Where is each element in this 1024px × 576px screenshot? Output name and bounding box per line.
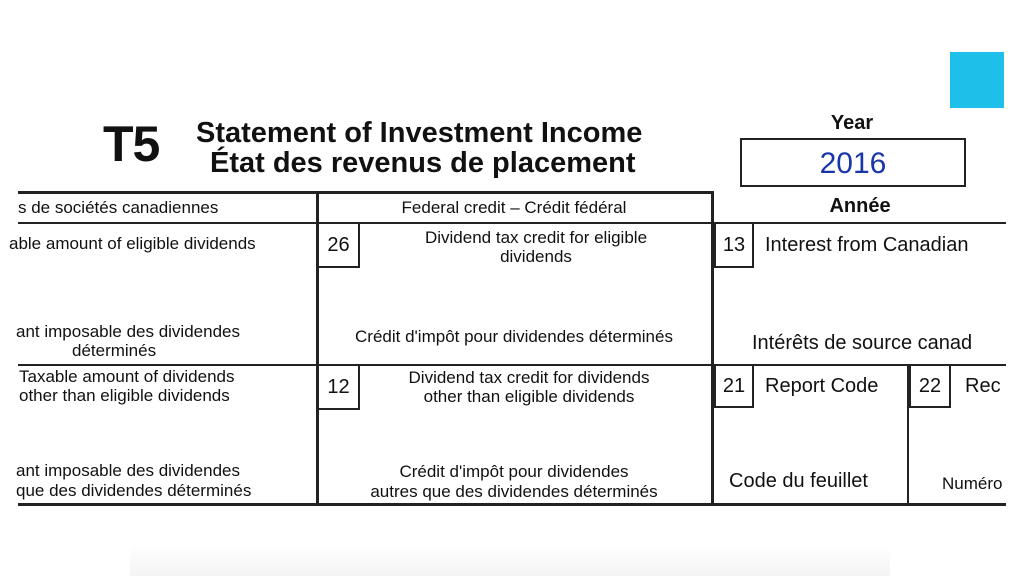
row1-left-en: able amount of eligible dividends (9, 234, 256, 253)
row1-left-fr-line2: déterminés (72, 341, 157, 360)
form-title-en: Statement of Investment Income (196, 117, 643, 149)
accent-square (950, 52, 1004, 108)
row2-left-fr-line2: que des dividendes déterminés (16, 481, 252, 500)
box-13-label-en: Interest from Canadian (765, 234, 969, 256)
bottom-shadow (130, 545, 890, 576)
box-26-label-en-line2: dividends (500, 247, 572, 266)
box-12-input[interactable] (330, 412, 700, 456)
box-22-cell (942, 366, 1006, 502)
form-title-fr: État des revenus de placement (210, 147, 636, 179)
box-21-label-en: Report Code (765, 375, 879, 397)
row2-left-fr-line1: ant imposable des dividendes (16, 461, 240, 480)
box-13-cell (752, 224, 1006, 363)
box-12-label-en-line2: other than eligible dividends (423, 387, 635, 406)
year-label: Year (830, 112, 874, 134)
table-bottom-border (18, 503, 1006, 506)
row1-left-fr-line1: ant imposable des dividendes (16, 322, 240, 341)
table-top-border (18, 191, 712, 194)
box-26-input[interactable] (330, 270, 700, 320)
left-header-cell (18, 196, 314, 220)
box-26-label-fr: Crédit d'impôt pour dividendes déterminés (355, 327, 673, 346)
row2-left-en-line1: Taxable amount of dividends (19, 367, 235, 386)
box-12-number: 12 (319, 366, 360, 410)
box-21-label-fr: Code du feuillet (729, 470, 868, 492)
box-13-number: 13 (714, 224, 754, 268)
box-12-label-fr-line2: autres que des dividendes déterminés (370, 482, 658, 501)
federal-credit-header: Federal credit – Crédit fédéral (401, 198, 627, 217)
row1-left-cell (9, 224, 314, 363)
box-12-label-fr-line1: Crédit d'impôt pour dividendes (399, 462, 629, 481)
box-13-label-fr: Intérêts de source canad (752, 332, 973, 354)
left-section-header: s de sociétés canadiennes (18, 198, 219, 217)
row2-left-en-line2: other than eligible dividends (19, 386, 230, 405)
box-21-number: 21 (714, 366, 754, 408)
box-12-label-en-line1: Dividend tax credit for dividends (408, 368, 650, 387)
box-22-label-en: Rec (965, 375, 1001, 397)
box-22-label-fr: Numéro (942, 474, 1003, 493)
box-26-label-en-line1: Dividend tax credit for eligible (424, 228, 648, 247)
year-value: 2016 (819, 147, 887, 180)
year-label-fr: Année (829, 195, 891, 217)
box-26-number: 26 (319, 224, 360, 268)
row2-left-cell (18, 366, 314, 502)
box-22-number: 22 (909, 366, 951, 408)
form-code: T5 (103, 116, 160, 172)
